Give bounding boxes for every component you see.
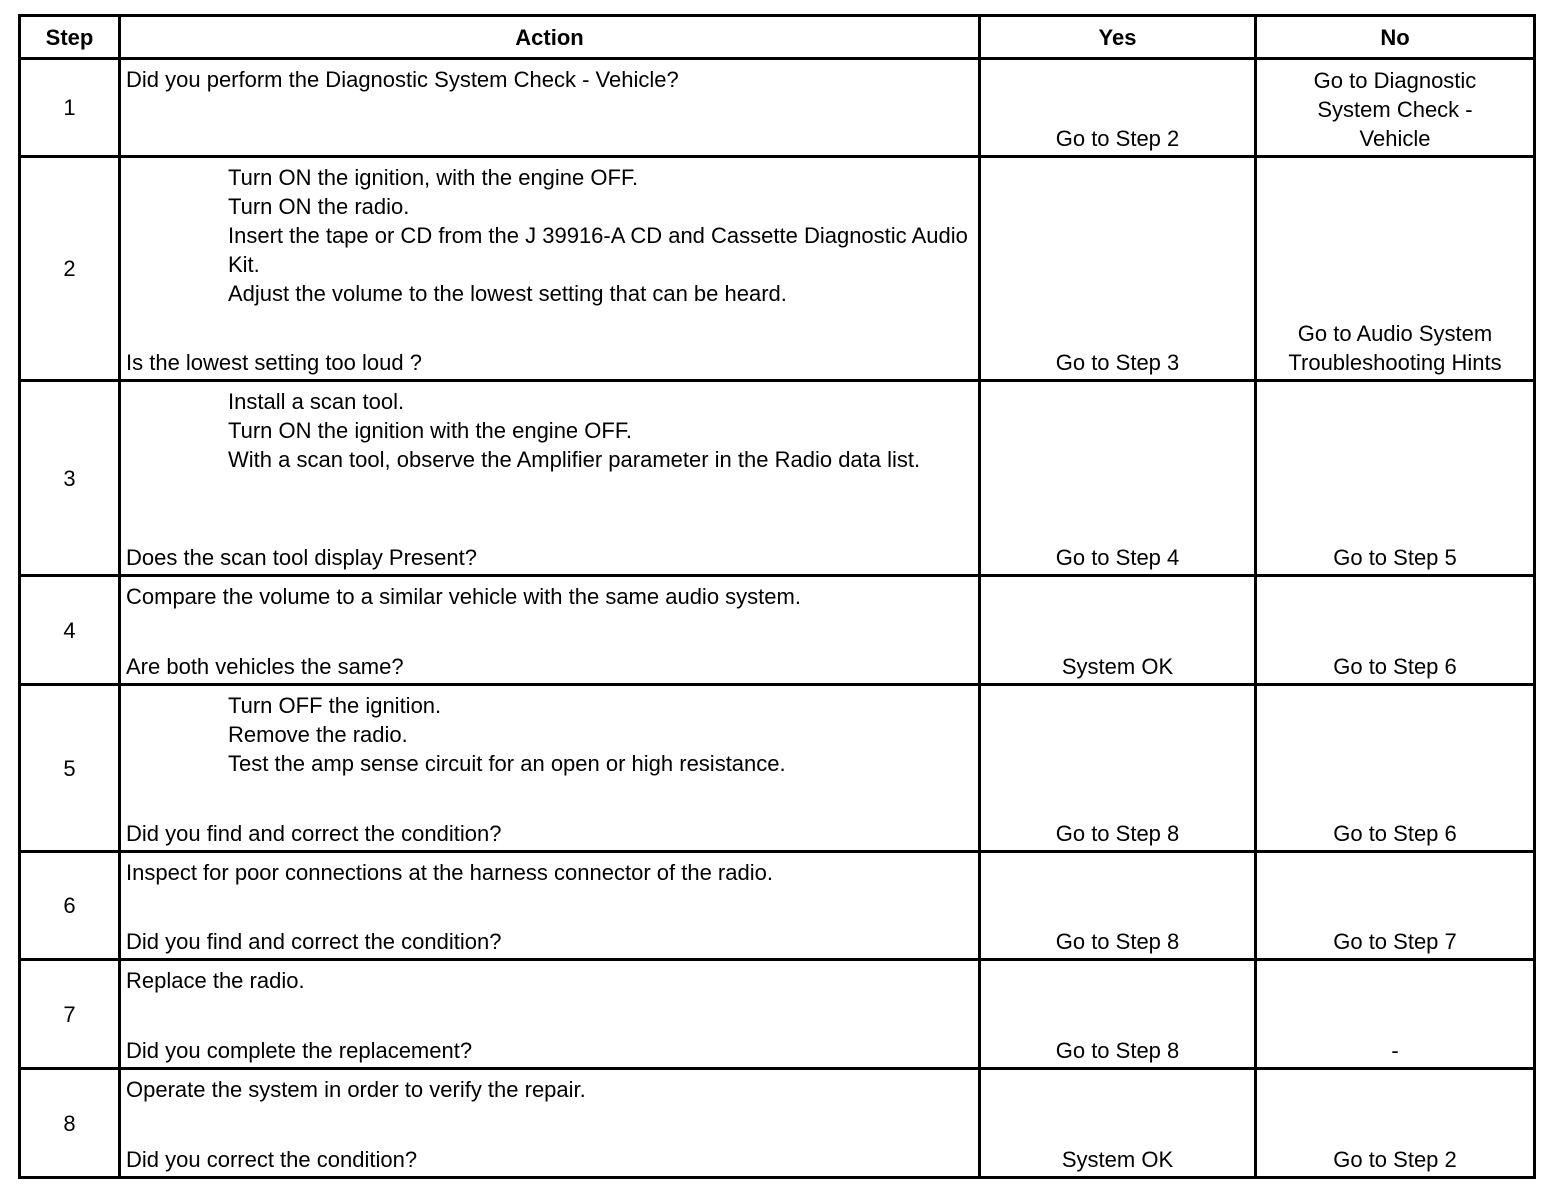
action-cell bbox=[120, 960, 980, 1069]
action-steps-list bbox=[126, 387, 970, 474]
action-text bbox=[126, 1075, 970, 1104]
diagnostic-table bbox=[18, 14, 1536, 1179]
action-question: Did you complete the replacement? bbox=[126, 1038, 473, 1063]
header-step: Step bbox=[20, 16, 120, 59]
action-instructions bbox=[126, 163, 970, 308]
action-list-item: Install a scan tool. bbox=[228, 389, 405, 414]
action-cell bbox=[120, 852, 980, 960]
step-number: 3 bbox=[20, 381, 120, 576]
header-action: Action bbox=[120, 16, 980, 59]
step-number: 5 bbox=[20, 685, 120, 852]
action-question: Did you find and correct the condition? bbox=[126, 821, 502, 846]
header-row bbox=[20, 16, 1535, 59]
action-question: Did you correct the condition? bbox=[126, 1147, 418, 1172]
table-row bbox=[20, 157, 1535, 381]
action-content bbox=[121, 382, 978, 574]
action-content bbox=[121, 60, 978, 155]
action-content bbox=[121, 1070, 978, 1176]
action-text-line: Compare the volume to a similar vehicle with the same audio system. bbox=[126, 584, 801, 609]
action-list-item: With a scan tool, observe the Amplifier parameter in the Radio data list. bbox=[228, 447, 921, 472]
action-text-line: Did you perform the Diagnostic System Check - Vehicle? bbox=[126, 67, 679, 92]
yes-result: System OK bbox=[980, 576, 1256, 685]
table-row bbox=[20, 576, 1535, 685]
step-number: 2 bbox=[20, 157, 120, 381]
action-text-line: Replace the radio. bbox=[126, 968, 305, 993]
no-result: - bbox=[1256, 960, 1535, 1069]
action-instructions bbox=[126, 582, 970, 611]
yes-result: System OK bbox=[980, 1069, 1256, 1178]
action-question: Are both vehicles the same? bbox=[126, 654, 404, 679]
action-content bbox=[121, 158, 978, 379]
action-instructions bbox=[126, 691, 970, 778]
action-list-item: Insert the tape or CD from the J 39916-A CD and Cassette Diagnostic Audio Kit. bbox=[228, 223, 968, 277]
action-cell bbox=[120, 157, 980, 381]
no-result: Go to Step 2 bbox=[1256, 1069, 1535, 1178]
action-content bbox=[121, 686, 978, 850]
action-text bbox=[126, 65, 970, 94]
step-number: 1 bbox=[20, 59, 120, 157]
action-instructions bbox=[126, 1075, 970, 1104]
step-number: 7 bbox=[20, 960, 120, 1069]
action-text bbox=[126, 966, 970, 995]
header-no: No bbox=[1256, 16, 1535, 59]
action-steps-list bbox=[126, 163, 970, 308]
action-content bbox=[121, 853, 978, 958]
action-cell bbox=[120, 59, 980, 157]
yes-result: Go to Step 8 bbox=[980, 960, 1256, 1069]
yes-result: Go to Step 8 bbox=[980, 852, 1256, 960]
action-content bbox=[121, 961, 978, 1067]
action-cell bbox=[120, 381, 980, 576]
action-question: Did you find and correct the condition? bbox=[126, 929, 502, 954]
action-text bbox=[126, 858, 970, 887]
action-text-line: Operate the system in order to verify the repair. bbox=[126, 1077, 586, 1102]
action-cell bbox=[120, 576, 980, 685]
action-list-item: Turn OFF the ignition. bbox=[228, 693, 442, 718]
no-result: Go to Step 6 bbox=[1256, 576, 1535, 685]
action-cell bbox=[120, 1069, 980, 1178]
no-result: Go to Step 5 bbox=[1256, 381, 1535, 576]
yes-result: Go to Step 3 bbox=[980, 157, 1256, 381]
table-row bbox=[20, 960, 1535, 1069]
table-row bbox=[20, 1069, 1535, 1178]
step-number: 6 bbox=[20, 852, 120, 960]
yes-result: Go to Step 8 bbox=[980, 685, 1256, 852]
no-result: Go to Step 6 bbox=[1256, 685, 1535, 852]
action-instructions bbox=[126, 387, 970, 474]
action-list-item: Turn ON the ignition, with the engine OFF. bbox=[228, 165, 639, 190]
table-row bbox=[20, 381, 1535, 576]
action-instructions bbox=[126, 65, 970, 94]
no-result: Go to Step 7 bbox=[1256, 852, 1535, 960]
action-list-item: Turn ON the radio. bbox=[228, 194, 410, 219]
table-row bbox=[20, 852, 1535, 960]
action-text bbox=[126, 582, 970, 611]
action-cell bbox=[120, 685, 980, 852]
action-list-item: Remove the radio. bbox=[228, 722, 408, 747]
no-result: Go to Audio System Troubleshooting Hints bbox=[1256, 157, 1535, 381]
yes-result: Go to Step 4 bbox=[980, 381, 1256, 576]
action-instructions bbox=[126, 966, 970, 995]
action-list-item: Adjust the volume to the lowest setting that can be heard. bbox=[228, 281, 787, 306]
yes-result: Go to Step 2 bbox=[980, 59, 1256, 157]
action-list-item: Test the amp sense circuit for an open or high resistance. bbox=[228, 751, 786, 776]
table-row bbox=[20, 685, 1535, 852]
step-number: 8 bbox=[20, 1069, 120, 1178]
action-list-item: Turn ON the ignition with the engine OFF. bbox=[228, 418, 632, 443]
action-text-line: Inspect for poor connections at the harness connector of the radio. bbox=[126, 860, 773, 885]
action-content bbox=[121, 577, 978, 683]
no-result: Go to Diagnostic System Check - Vehicle bbox=[1256, 59, 1535, 157]
action-question: Is the lowest setting too loud ? bbox=[126, 350, 422, 375]
action-question: Does the scan tool display Present? bbox=[126, 545, 477, 570]
header-yes: Yes bbox=[980, 16, 1256, 59]
action-steps-list bbox=[126, 691, 970, 778]
action-instructions bbox=[126, 858, 970, 887]
step-number: 4 bbox=[20, 576, 120, 685]
table-row bbox=[20, 59, 1535, 157]
